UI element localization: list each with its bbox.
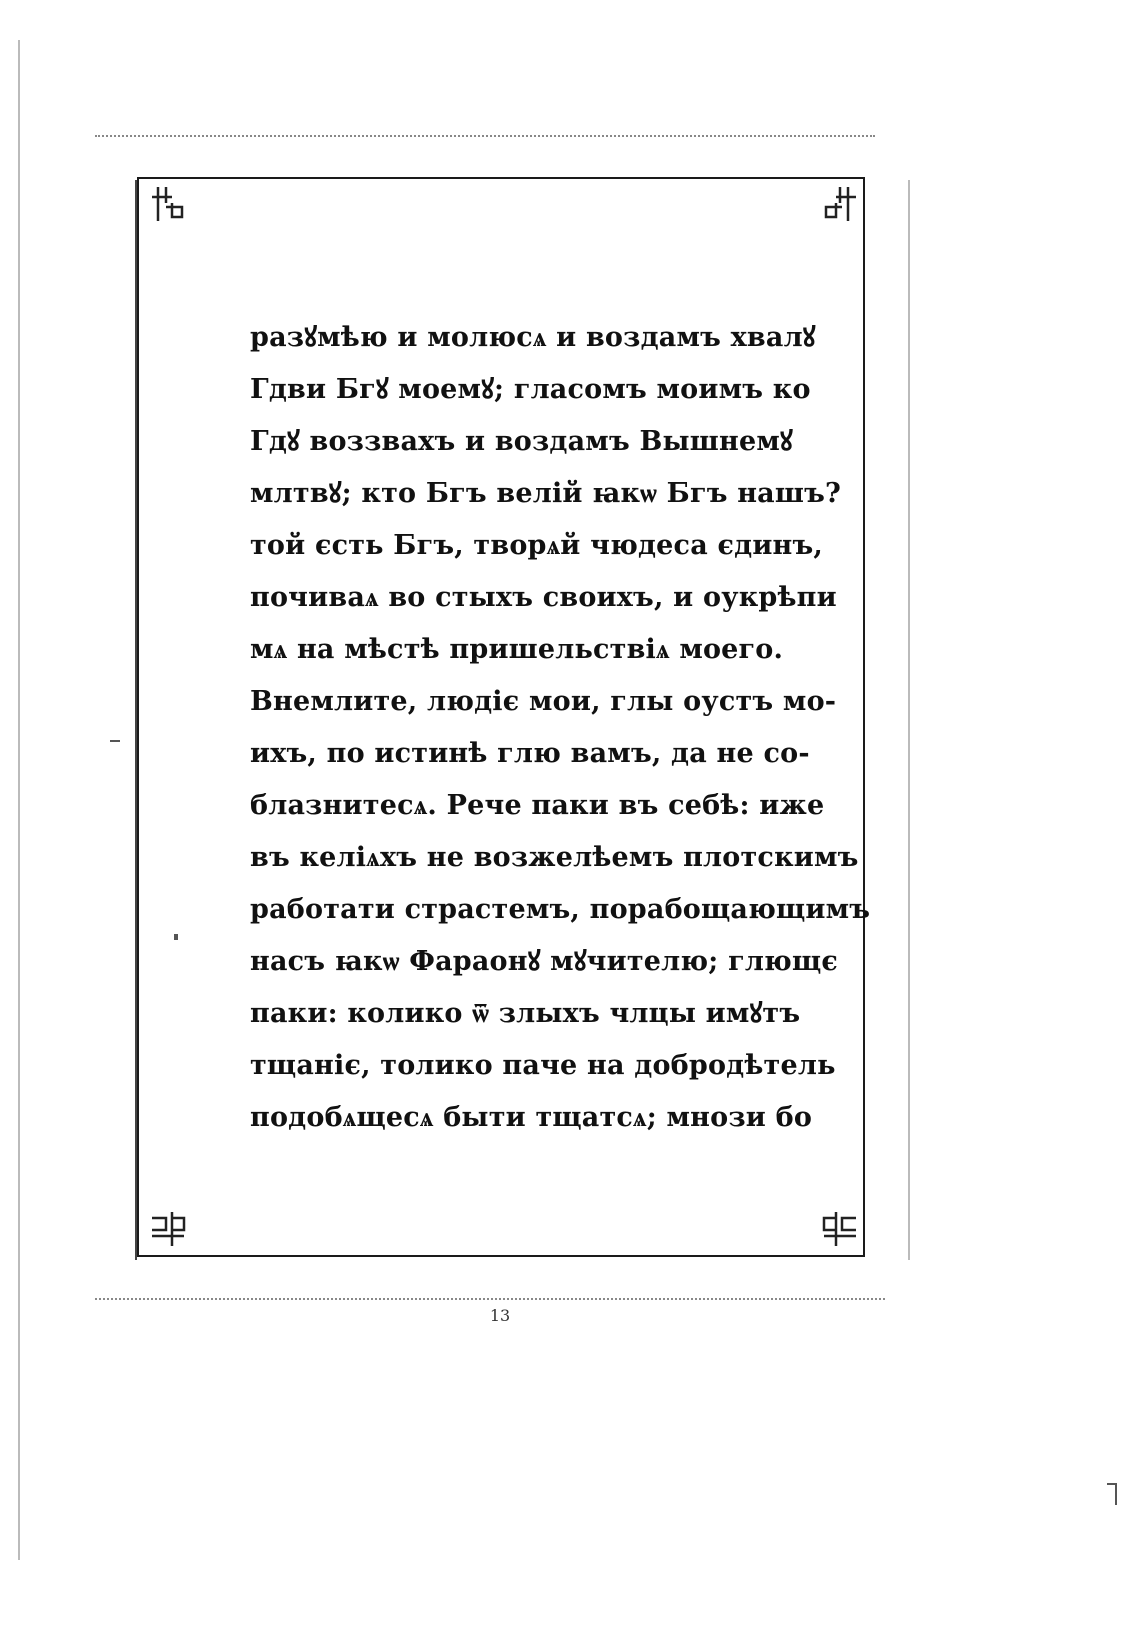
text-line-7: мѧ на мѣстѣ пришельствiѧ моего. xyxy=(250,634,784,665)
corner-ornament-bottom-right-icon xyxy=(818,1208,860,1250)
text-line-10: блазнитесѧ. Рече паки въ себѣ: иже xyxy=(250,790,825,821)
right-scan-dots xyxy=(908,180,910,1260)
bottom-dotted-rule xyxy=(95,1298,885,1300)
corner-ornament-top-right-icon xyxy=(818,183,860,225)
text-line-11: въ келiѧхъ не возжелѣемъ плотскимъ xyxy=(250,842,859,873)
text-line-15: тщанiє, толико паче на добродѣтель xyxy=(250,1050,836,1081)
left-margin-mark xyxy=(18,40,20,1560)
text-line-14: паки: колико ѿ злыхъ члцы имꙋтъ xyxy=(250,998,801,1029)
text-line-3: Гдꙋ воззвахъ и воздамъ Вышнемꙋ xyxy=(250,426,793,457)
text-line-6: почиваѧ во стыхъ своихъ, и оукрѣпи xyxy=(250,582,837,613)
text-line-16: подобѧщесѧ быти тщатсѧ; мнози бо xyxy=(250,1102,813,1133)
page-number: 13 xyxy=(489,1306,511,1325)
left-scan-tick xyxy=(110,740,120,742)
corner-ornament-top-left-icon xyxy=(148,183,190,225)
text-line-4: млтвꙋ; кто Бгъ велiй ꙗкѡ Бгъ нашъ? xyxy=(250,478,842,509)
right-corner-mark-top xyxy=(1107,1483,1117,1485)
corner-ornament-bottom-left-icon xyxy=(148,1208,190,1250)
text-line-5: той єсть Бгъ, творѧй чюдеса єдинъ, xyxy=(250,530,824,561)
top-dotted-rule xyxy=(95,135,875,137)
text-line-2: Гдви Бгꙋ моемꙋ; гласомъ моимъ ко xyxy=(250,374,811,405)
text-line-12: работати страстемъ, порабощающимъ xyxy=(250,894,871,925)
text-line-1: разꙋмѣю и молюсѧ и воздамъ хвалꙋ xyxy=(250,322,816,353)
right-corner-mark xyxy=(1115,1483,1117,1505)
church-slavonic-text-block xyxy=(250,312,871,1144)
text-line-8: Внемлите, людiє мои, глы оустъ мо- xyxy=(250,686,837,717)
text-line-9: ихъ, по истинѣ глю вамъ, да не со- xyxy=(250,738,810,769)
text-line-13: насъ ꙗкѡ Фараонꙋ мꙋчителю; глющє xyxy=(250,946,838,977)
